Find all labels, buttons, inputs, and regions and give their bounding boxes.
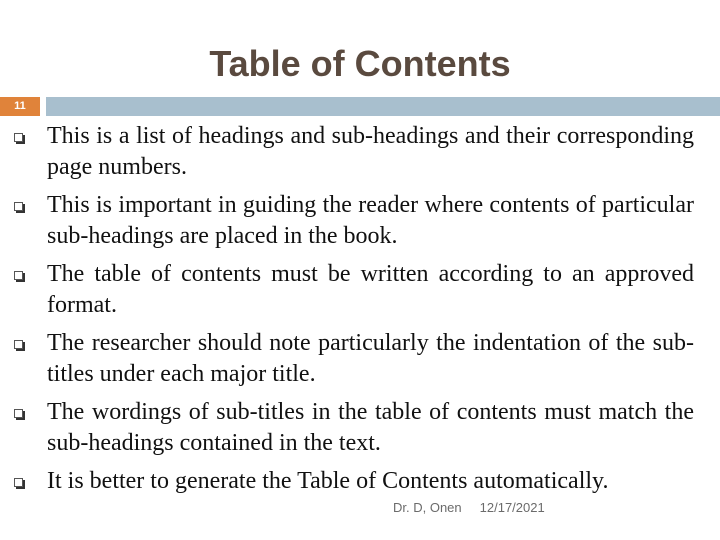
slide-number: 11 [0, 97, 40, 116]
bullet-item [14, 121, 694, 183]
bullet-item [14, 466, 694, 497]
bullet-item [14, 190, 694, 252]
bullet-text: The researcher should note particularly the indentation of the sub-titles under each major title. [47, 330, 694, 387]
bullet-list [14, 121, 694, 504]
bullet-text: The wordings of sub-titles in the table of contents must match the sub-headings contained in the text. [47, 399, 694, 456]
slide-title: Table of Contents [209, 43, 511, 84]
bullet-item [14, 397, 694, 459]
bullet-text: This is important in guiding the reader where contents of particular sub-headings are placed in the book. [47, 192, 694, 249]
footer [393, 500, 545, 515]
header-bar [46, 97, 720, 116]
hollow-square-bullet-icon [14, 133, 23, 142]
bullet-text: It is better to generate the Table of Contents automatically. [47, 468, 609, 494]
bullet-item [14, 328, 694, 390]
footer-author: Dr. D, Onen [393, 500, 462, 515]
hollow-square-bullet-icon [14, 271, 23, 280]
footer-date: 12/17/2021 [479, 500, 545, 515]
hollow-square-bullet-icon [14, 409, 23, 418]
bullet-text: This is a list of headings and sub-headings and their corresponding page numbers. [47, 123, 694, 180]
hollow-square-bullet-icon [14, 478, 23, 487]
bullet-text: The table of contents must be written according to an approved format. [47, 261, 694, 318]
hollow-square-bullet-icon [14, 340, 23, 349]
bullet-item [14, 259, 694, 321]
hollow-square-bullet-icon [14, 202, 23, 211]
